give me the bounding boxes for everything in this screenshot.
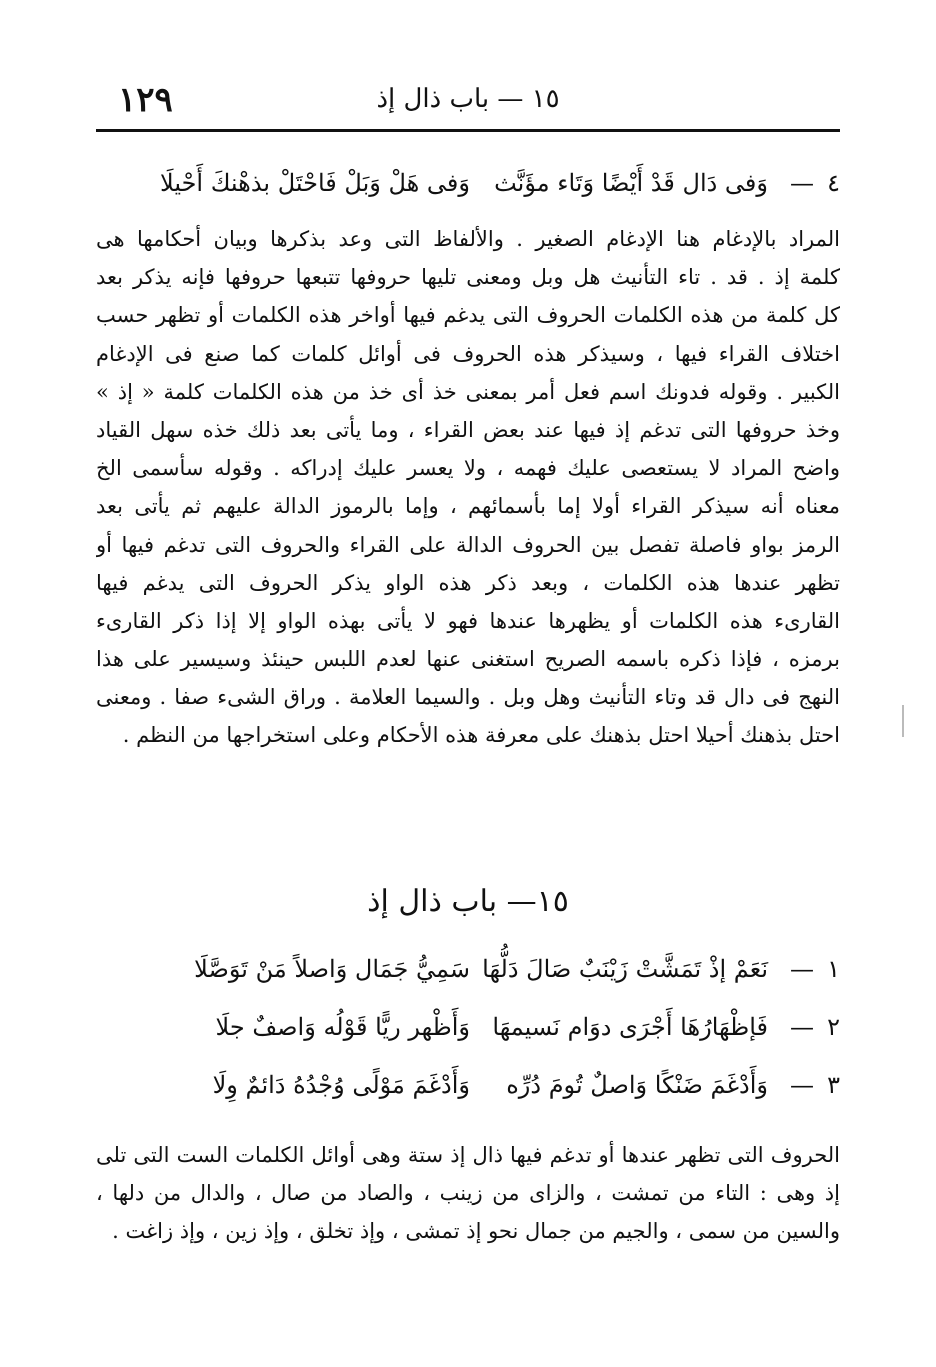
right-hemistich: فَإظْهَارُهَا أَجْرَى دوَام نَسيمهَا — [492, 1013, 768, 1041]
left-hemistich: وَأَظْهر ريًّا قَوْلُه وَاصفٌ جلَا — [215, 1013, 470, 1041]
right-hemistich: نَعَمْ إذْ تَمَشَّتْ زَيْنَبٌ صَالَ دَلُّهَا — [482, 955, 768, 983]
commentary-paragraph-2 — [96, 1136, 840, 1251]
margin-mark — [902, 705, 904, 737]
page-header — [96, 80, 840, 132]
verse-line — [110, 940, 840, 998]
verse-dash: — — [790, 1071, 814, 1099]
left-hemistich: وَأَدْغَمَ مَوْلًى وُجْدُهُ دَائمٌ وِلَا — [212, 1071, 470, 1099]
commentary-paragraph-1 — [96, 220, 840, 755]
commentary-line: النهج فى دال قد وتاء التأنيث وهل وبل . والسيما العلامة . وراق الشىء صفا . ومعنى — [96, 685, 840, 710]
top-verse — [110, 154, 840, 212]
verse-number: ٤ — [827, 169, 840, 197]
commentary-line: المراد بالإدغام هنا الإدغام الصغير . والألفاظ التى وعد بذكرها وبيان أحكامها هى — [96, 227, 840, 251]
commentary-line: كل كلمة من هذه الكلمات الحروف التى يدغم فيها أواخر هذه الكلمات أو تظهر حسب — [96, 303, 840, 328]
section-title: ١٥— باب ذال إذ — [367, 884, 569, 919]
commentary-line: اختلاف القراء فيها ، وسيذكر هذه الحروف فى أوائل كلمات كما صنع فى الإدغام — [96, 341, 840, 366]
poem-verses — [110, 940, 840, 1114]
commentary-line: واضح المراد لا يستعصى عليك فهمه ، ولا يعسر عليك إدراكه . وقوله سأسمى الخ — [96, 456, 840, 481]
verse-dash: — — [790, 955, 814, 983]
verse-line — [110, 998, 840, 1056]
left-hemistich: وَفى هَلْ وَبَلْ فَاحْتَلْ بذهْنكَ أَحْيلَا — [160, 169, 470, 197]
verse-dash: — — [790, 1013, 814, 1041]
verse-number: ١ — [827, 955, 840, 983]
commentary-line: الكبير . وقوله فدونك اسم فعل أمر بمعنى خذ أى خذ من هذه الكلمات كلمة « إذ » — [96, 379, 840, 404]
commentary-line: كلمة إذ . قد . تاء التأنيث هل وبل ومعنى تليها حروفها تتبعها حروفها فإنه يذكر بعد — [96, 265, 840, 290]
page-number: ١٢٩ — [118, 80, 173, 120]
commentary-line: الحروف التى تظهر عندها أو تدغم فيها ذال إذ ستة وهى أوائل الكلمات الست التى تلى — [96, 1143, 840, 1167]
right-hemistich: وَأَدْغَمَ ضَنْكًا وَاصلٌ تُومَ دُرِّه — [506, 1071, 768, 1099]
verse-number: ٣ — [827, 1071, 840, 1099]
commentary-line: وخذ حروفها التى تدغم إذ فيها عند بعض القراء ، وما يأتى بعد ذلك خذه سهل القياد — [96, 417, 840, 442]
commentary-line: احتل بذهنك أحيلا احتل بذهنك على معرفة هذه الأحكام وعلى استخراجها من النظم . — [122, 723, 840, 748]
verse-dash: — — [790, 169, 814, 197]
verse-line — [110, 154, 840, 212]
commentary-line: معناه أنه سيذكر القراء أولا إما بأسمائهم ، وإما بالرموز الدالة عليهم ثم يأتى بعد — [96, 494, 840, 519]
running-title: ١٥ — باب ذال إذ — [376, 84, 560, 114]
commentary-line: إذ وهى : التاء من تمشت ، والزاى من زينب ، والصاد من صال ، والدال من دلها ، — [96, 1181, 840, 1206]
right-hemistich: وَفى دَال قَدْ أَيْضًا وَتَاء مؤَنَّث — [494, 169, 768, 197]
left-hemistich: سَمِيُّ جَمَال وَاصلاً مَنْ تَوَصَّلَا — [194, 955, 470, 983]
verse-line — [110, 1056, 840, 1114]
header-rule — [96, 129, 840, 132]
commentary-line: برمزه ، فإذا ذكره باسمه الصريح استغنى عنها لعدم اللبس حينئذ وسيسير على هذا — [96, 647, 840, 672]
commentary-line: الرمز بواو فاصلة تفصل بين الحروف الدالة على القراء والحروف التى تدغم فيها أو — [96, 532, 840, 557]
commentary-line: تظهر عندها هذه الكلمات ، وبعد ذكر هذه الواو يذكر الحروف التى يدغم فيها — [96, 570, 840, 595]
commentary-line: والسين من سمى ، والجيم من جمال نحو إذ تمشى ، وإذ تخلق ، وإذ زين ، وإذ زاغت . — [112, 1219, 840, 1244]
verse-number: ٢ — [827, 1013, 840, 1041]
commentary-line: القارىء هذه الكلمات أو يظهرها عندها فهو لا يأتى بهذه الواو إلا إذا ذكر القارىء — [96, 608, 840, 633]
